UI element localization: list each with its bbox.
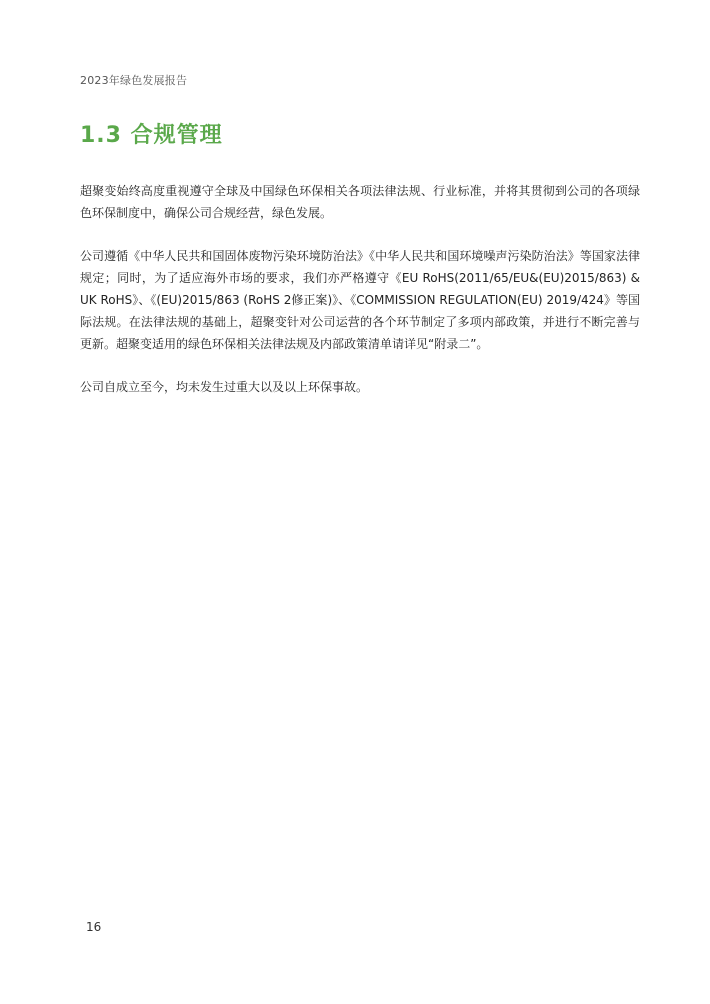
page-number: 16 bbox=[86, 920, 102, 934]
section-title: 1.3 合规管理 bbox=[80, 123, 223, 148]
section-body bbox=[80, 180, 640, 419]
paragraph-no-incidents: 公司自成立至今，均未发生过重大以及以上环保事故。 bbox=[80, 380, 369, 394]
paragraph-regulations: 公司遵循《中华人民共和国固体废物污染环境防治法》《中华人民共和国环境噪声污染防治法》等国家法律规定；同时，为了适应海外市场的要求，我们亦严格遵守《EU RoHS(2011/65/EU&(EU)2015/863) & UK RoHS》、《(EU)2015/863 (RoHS 2修正案)》、《COMMISSION REGULATION(EU) 2019/424》等国际法规。在法律法规的基础上，超聚变针对公司运营的各个环节制定了多项内部政策，并进行不断完善与更新。超聚变适用的绿色环保相关法律法规及内部政策清单请详见“附录二”。 bbox=[80, 249, 640, 351]
paragraph-compliance-intro: 超聚变始终高度重视遵守全球及中国绿色环保相关各项法律法规、行业标准，并将其贯彻到公司的各项绿色环保制度中，确保公司合规经营，绿色发展。 bbox=[80, 184, 640, 220]
report-header-title: 2023年绿色发展报告 bbox=[80, 74, 188, 87]
